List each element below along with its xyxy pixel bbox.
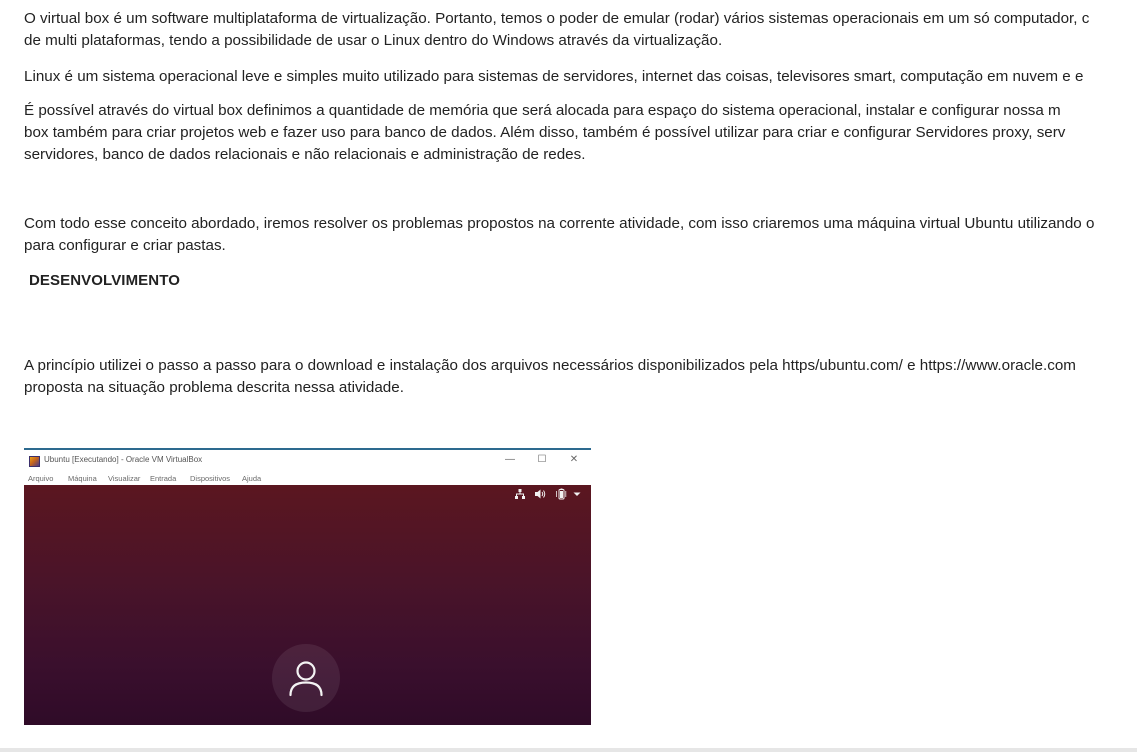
menu-item-visualizar[interactable]: Visualizar	[108, 474, 141, 483]
user-icon	[272, 644, 340, 712]
user-avatar[interactable]	[272, 644, 340, 712]
paragraph-line: box também para criar projetos web e fazer uso para banco de dados. Além disso, também é possível utilizar para criar e configurar Servidores proxy, serv	[24, 124, 1066, 141]
minimize-icon[interactable]: —	[505, 454, 515, 465]
close-icon[interactable]: ✕	[569, 454, 579, 465]
paragraph-line: servidores, banco de dados relacionais e não relacionais e administração de redes.	[24, 146, 586, 163]
paragraph-line: A princípio utilizei o passo a passo para o download e instalação dos arquivos necessários disponibilizados pela https/ubuntu.com/ e https://www.oracle.com	[24, 357, 1076, 374]
window-titlebar	[24, 450, 591, 472]
paragraph-line: proposta na situação problema descrita nessa atividade.	[24, 379, 404, 396]
volume-icon[interactable]	[534, 488, 546, 500]
section-heading: DESENVOLVIMENTO	[29, 272, 180, 289]
menubar	[24, 472, 591, 485]
paragraph-line: Linux é um sistema operacional leve e simples muito utilizado para sistemas de servidores, internet das coisas, televisores smart, computação em nuvem e e	[24, 68, 1084, 85]
battery-icon[interactable]	[555, 488, 567, 500]
paragraph-line: Com todo esse conceito abordado, iremos resolver os problemas propostos na corrente atividade, com isso criaremos uma máquina virtual Ubuntu utilizando o	[24, 215, 1095, 232]
paragraph-line: O virtual box é um software multiplataforma de virtualização. Portanto, temos o poder de emular (rodar) vários sistemas operacionais em um só computador, c	[24, 10, 1090, 27]
paragraph-line: É possível através do virtual box definimos a quantidade de memória que será alocada para espaço do sistema operacional, instalar e configurar nossa m	[24, 102, 1061, 119]
virtualbox-screenshot	[24, 448, 591, 725]
dropdown-arrow-icon[interactable]	[572, 488, 582, 500]
paragraph-line: para configurar e criar pastas.	[24, 237, 226, 254]
virtualbox-logo-icon	[29, 456, 40, 467]
menu-item-ajuda[interactable]: Ajuda	[242, 474, 262, 483]
menu-item-entrada[interactable]: Entrada	[150, 474, 177, 483]
menu-item-dispositivos[interactable]: Dispositivos	[190, 474, 231, 483]
page-bottom-border	[0, 748, 1137, 752]
network-icon[interactable]	[514, 488, 526, 500]
window-title: Ubuntu [Executando] - Oracle VM VirtualBox	[44, 455, 203, 464]
vm-display[interactable]	[24, 485, 591, 725]
menu-item-arquivo[interactable]: Arquivo	[28, 474, 54, 483]
paragraph-line: de multi plataformas, tendo a possibilidade de usar o Linux dentro do Windows através da virtualização.	[24, 32, 723, 49]
menu-item-maquina[interactable]: Máquina	[68, 474, 97, 483]
maximize-icon[interactable]: ☐	[537, 454, 547, 465]
